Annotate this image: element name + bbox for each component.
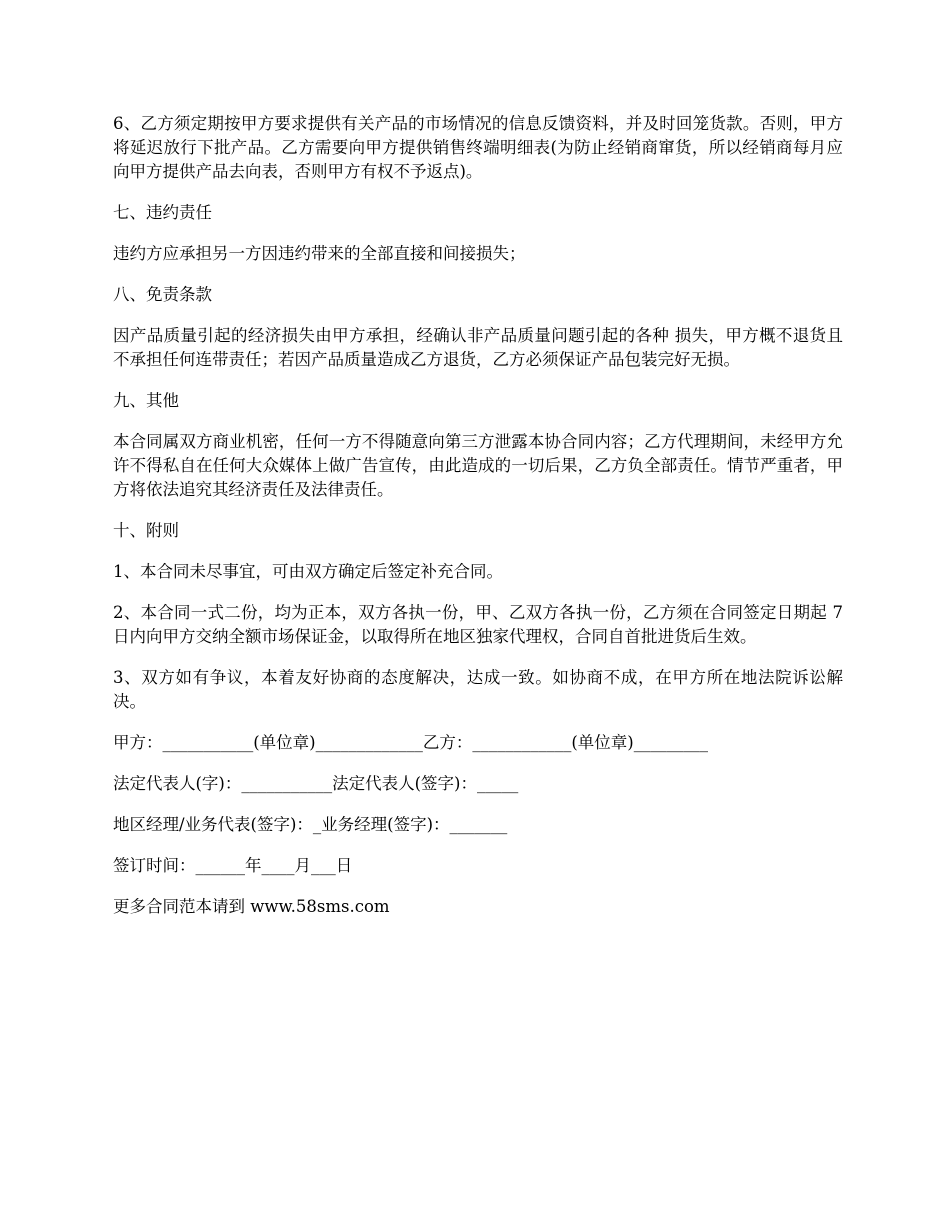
footer-more-templates: 更多合同范本请到 www.58sms.com <box>113 897 390 916</box>
signature-parties-line: 甲方：___________(单位章)_____________乙方：____________(单位章)_________ <box>113 733 708 752</box>
signature-legal-rep-line: 法定代表人(字)：___________法定代表人(签字)：_____ <box>113 774 519 793</box>
signature-managers-line: 地区经理/业务代表(签字)：_业务经理(签字)：_______ <box>113 815 508 834</box>
breach-liability-text: 违约方应承担另一方因违约带来的全部直接和间接损失； <box>113 244 526 263</box>
signing-date-line: 签订时间：______年____月___日 <box>113 856 353 875</box>
confidentiality-text: 本合同属双方商业机密，任何一方不得随意向第三方泄露本协合同内容；乙方代理期间，未经甲方允许不得私自在任何大众媒体上做广告宣传，由此造成的一切后果，乙方负全部责任。情节严重者，甲方将依法追究其经济责任及法律责任。 <box>113 432 843 499</box>
section-heading-breach: 七、违约责任 <box>113 203 212 222</box>
clause-6-feedback: 6、乙方须定期按甲方要求提供有关产品的市场情况的信息反馈资料，并及时回笼货款。否则，甲方将延迟放行下批产品。乙方需要向甲方提供销售终端明细表(为防止经销商窜货，所以经销商每月应向甲方提供产品去向表，否则甲方有权不予返点)。 <box>113 114 843 181</box>
appendix-item-1: 1、本合同未尽事宜，可由双方确定后签定补充合同。 <box>113 562 503 581</box>
appendix-item-2: 2、本合同一式二份，均为正本，双方各执一份，甲、乙双方各执一份，乙方须在合同签定日期起 7 日内向甲方交纳全额市场保证金，以取得所在地区独家代理权，合同自首批进货后生效。 <box>113 603 843 646</box>
section-heading-other: 九、其他 <box>113 391 179 410</box>
exemption-text: 因产品质量引起的经济损失由甲方承担，经确认非产品质量问题引起的各种 损失，甲方概不退货且不承担任何连带责任；若因产品质量造成乙方退货，乙方必须保证产品包装完好无损。 <box>113 326 843 369</box>
contract-page <box>113 112 843 919</box>
section-heading-exemption: 八、免责条款 <box>113 285 212 304</box>
appendix-item-3: 3、双方如有争议，本着友好协商的态度解决，达成一致。如协商不成，在甲方所在地法院诉讼解决。 <box>113 668 843 711</box>
section-heading-appendix: 十、附则 <box>113 521 179 540</box>
